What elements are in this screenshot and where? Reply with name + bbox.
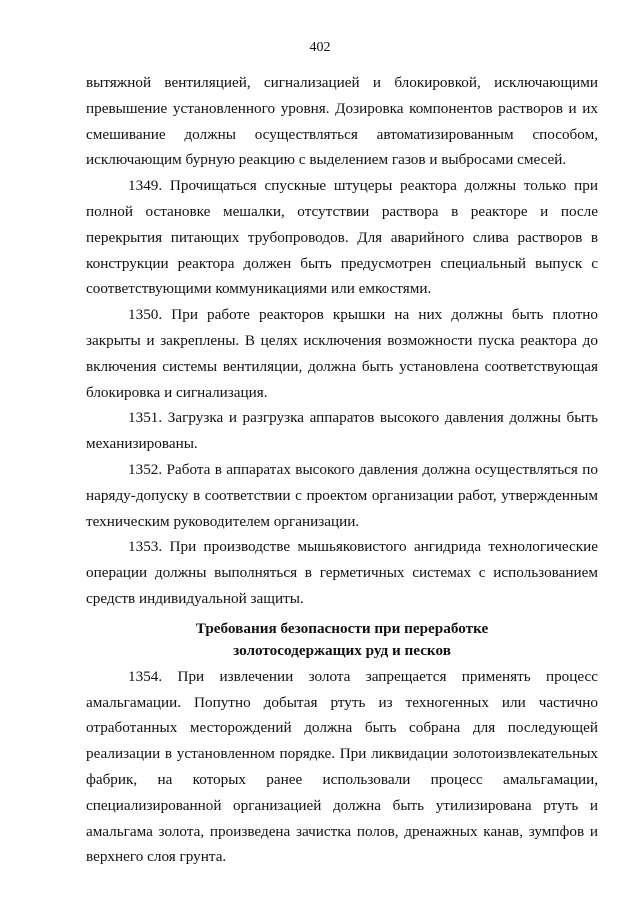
- paragraph-1349: [86, 173, 598, 302]
- section-heading: [86, 618, 598, 662]
- section-heading-line: Требования безопасности при переработке: [195, 619, 489, 637]
- paragraph-continuation: [86, 70, 598, 173]
- paragraph-1353: [86, 534, 598, 611]
- text-line: специализированной организацией должна быть утилизирована ртуть и: [86, 796, 598, 814]
- text-line: 1353. При производстве мышьяковистого ангидрида технологические: [128, 538, 598, 556]
- paragraph-1354: [86, 664, 598, 870]
- text-line: блокировка и сигнализация.: [86, 383, 268, 401]
- text-line: отработанных месторождений должна быть собрана для последующей: [86, 719, 598, 737]
- paragraph-1351: [86, 405, 598, 457]
- text-line: 1350. При работе реакторов крышки на них должны быть плотно: [128, 306, 598, 324]
- text-line: наряду-допуску в соответствии с проектом организации работ, утвержденным: [86, 486, 598, 504]
- text-line: фабрик, на которых ранее использовали процесс амальгамации,: [86, 770, 598, 788]
- paragraph-1352: [86, 457, 598, 534]
- text-line: механизированы.: [86, 435, 198, 453]
- text-line: амальгамации. Попутно добытая ртуть из техногенных или частично: [86, 693, 598, 711]
- text-line: соответствующими коммуникациями или емкостями.: [86, 280, 432, 298]
- text-line: техническим руководителем организации.: [86, 512, 360, 530]
- text-line: перекрытия питающих трубопроводов. Для аварийного слива растворов в: [86, 228, 598, 246]
- text-line: 1354. При извлечении золота запрещается применять процесс: [128, 667, 598, 685]
- text-line: вытяжной вентиляцией, сигнализацией и блокировкой, исключающими: [86, 74, 598, 91]
- text-line: операции должны выполняться в герметичных системах с использованием: [86, 564, 598, 582]
- text-line: закрыты и закреплены. В целях исключения возможности пуска реактора до: [86, 331, 598, 349]
- page-number: 402: [309, 40, 331, 55]
- text-line: полной остановке мешалки, отсутствии раствора в реакторе и после: [86, 202, 598, 220]
- text-line: реализации в установленном порядке. При ликвидации золотоизвлекательных: [86, 745, 598, 763]
- section-heading-line: золотосодержащих руд и песков: [233, 641, 451, 659]
- text-line: превышение установленного уровня. Дозировка компонентов растворов и их: [86, 99, 598, 117]
- text-line: верхнего слоя грунта.: [86, 848, 227, 866]
- text-line: 1351. Загрузка и разгрузка аппаратов высокого давления должны быть: [128, 409, 598, 427]
- paragraph-1350: [86, 302, 598, 405]
- text-line: смешивание должны осуществляться автоматизированным способом,: [86, 125, 598, 143]
- text-line: исключающим бурную реакцию с выделением газов и выбросами смесей.: [86, 151, 567, 169]
- text-line: средств индивидуальной защиты.: [86, 589, 304, 607]
- text-line: амальгама золота, произведена зачистка полов, дренажных канав, зумпфов и: [86, 822, 598, 840]
- text-line: включения системы вентиляции, должна быть установлена соответствующая: [86, 357, 598, 375]
- text-line: 1352. Работа в аппаратах высокого давления должна осуществляться по: [128, 460, 598, 478]
- document-body: [86, 70, 598, 870]
- text-line: 1349. Прочищаться спускные штуцеры реактора должны только при: [128, 177, 598, 195]
- text-line: конструкции реактора должен быть предусмотрен специальный выпуск с: [86, 254, 598, 272]
